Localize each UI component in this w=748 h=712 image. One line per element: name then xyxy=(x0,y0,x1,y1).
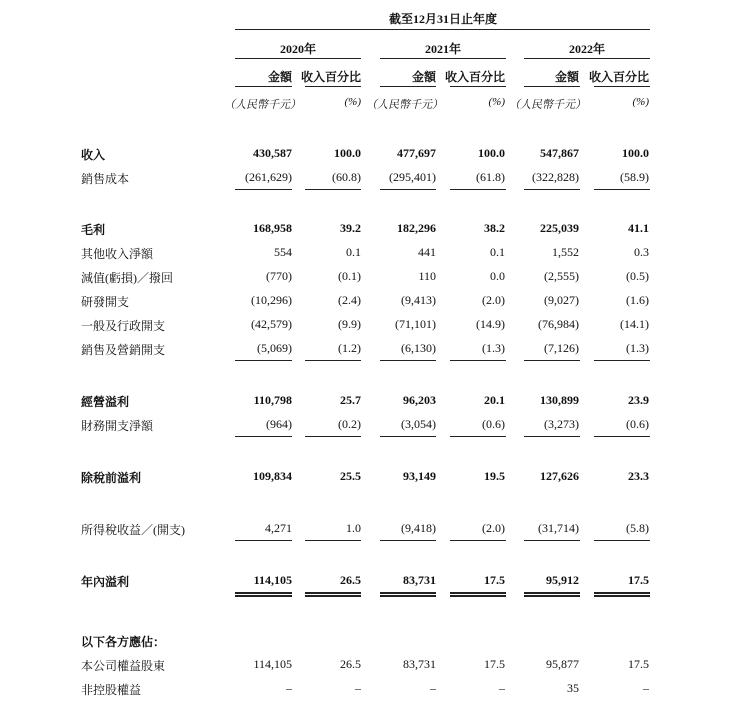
subtotal-underline xyxy=(380,540,436,541)
row-value: (2.0) xyxy=(482,293,505,307)
total-double-underline xyxy=(524,595,580,597)
row-value: 35 xyxy=(567,681,579,695)
subtotal-underline xyxy=(380,436,436,437)
unit-amount-2021: （人民幣千元） xyxy=(366,99,443,111)
row-label: 經營溢利 xyxy=(81,395,130,409)
subtotal-underline xyxy=(450,360,506,361)
row-label: 本公司權益股東 xyxy=(81,659,166,673)
row-value: 441 xyxy=(418,245,436,259)
row-value: (770) xyxy=(266,269,292,283)
row-value: (0.6) xyxy=(626,417,649,431)
row-value: – xyxy=(286,681,292,695)
row-value: 17.5 xyxy=(628,657,649,671)
year-underline-2020 xyxy=(235,58,361,59)
row-value: (0.2) xyxy=(338,417,361,431)
row-value: (1.6) xyxy=(626,293,649,307)
subtotal-underline xyxy=(450,436,506,437)
colhdr-underline-5 xyxy=(524,86,580,87)
row-value: 0.1 xyxy=(346,245,361,259)
total-double-underline xyxy=(594,592,650,594)
total-double-underline xyxy=(305,595,361,597)
row-label: 減值(虧損)／撥回 xyxy=(81,271,173,285)
row-value: 26.5 xyxy=(340,573,361,587)
row-value: (9,413) xyxy=(401,293,436,307)
row-value: 20.1 xyxy=(484,393,505,407)
row-value: (9.9) xyxy=(338,317,361,331)
row-value: 430,587 xyxy=(253,146,292,160)
total-double-underline xyxy=(235,595,292,597)
total-double-underline xyxy=(450,595,506,597)
total-double-underline xyxy=(235,592,292,594)
row-value: (5.8) xyxy=(626,521,649,535)
row-value: (76,984) xyxy=(538,317,579,331)
row-value: – xyxy=(430,681,436,695)
row-value: (261,629) xyxy=(245,170,292,184)
subtotal-underline xyxy=(594,189,650,190)
subtotal-underline xyxy=(380,189,436,190)
row-value: (1.2) xyxy=(338,341,361,355)
row-label: 非控股權益 xyxy=(81,683,142,697)
row-value: 23.9 xyxy=(628,393,649,407)
col-pct-2020: 收入百分比 xyxy=(300,70,361,84)
row-value: 38.2 xyxy=(484,221,505,235)
row-value: (0.1) xyxy=(338,269,361,283)
col-amount-2020: 金額 xyxy=(267,70,292,84)
unit-pct-2022: (%) xyxy=(632,96,649,108)
row-value: 23.3 xyxy=(628,469,649,483)
row-value: 110,798 xyxy=(253,393,292,407)
total-double-underline xyxy=(450,592,506,594)
row-value: (9,418) xyxy=(401,521,436,535)
row-value: 96,203 xyxy=(403,393,436,407)
year-2020: 2020年 xyxy=(279,42,316,56)
subtotal-underline xyxy=(235,436,292,437)
row-value: 17.5 xyxy=(628,573,649,587)
colhdr-underline-6 xyxy=(594,86,650,87)
row-value: – xyxy=(355,681,361,695)
subtotal-underline xyxy=(594,436,650,437)
row-value: (71,101) xyxy=(395,317,436,331)
row-value: 19.5 xyxy=(484,469,505,483)
row-value: (2.4) xyxy=(338,293,361,307)
row-value: 0.0 xyxy=(490,269,505,283)
row-label: 所得稅收益／(開支) xyxy=(81,523,185,537)
row-value: (61.8) xyxy=(476,170,505,184)
year-underline-2021 xyxy=(380,58,506,59)
subtotal-underline xyxy=(305,436,361,437)
period-underline xyxy=(235,29,650,30)
row-value: 100.0 xyxy=(334,146,361,160)
subtotal-underline xyxy=(524,540,580,541)
row-value: 95,912 xyxy=(546,573,579,587)
subtotal-underline xyxy=(524,436,580,437)
row-value: 17.5 xyxy=(484,657,505,671)
subtotal-underline xyxy=(235,540,292,541)
row-value: 83,731 xyxy=(403,657,436,671)
row-label: 一般及行政開支 xyxy=(81,319,166,333)
unit-amount-2020: （人民幣千元） xyxy=(224,99,301,111)
year-2022: 2022年 xyxy=(568,42,605,56)
subtotal-underline xyxy=(594,360,650,361)
subtotal-underline xyxy=(524,189,580,190)
row-value: 25.7 xyxy=(340,393,361,407)
row-value: (322,828) xyxy=(532,170,579,184)
row-value: 477,697 xyxy=(397,146,436,160)
row-value: 95,877 xyxy=(546,657,579,671)
row-value: (31,714) xyxy=(538,521,579,535)
row-value: 26.5 xyxy=(340,657,361,671)
row-value: – xyxy=(499,681,505,695)
row-value: 4,271 xyxy=(265,521,292,535)
row-value: (0.6) xyxy=(482,417,505,431)
row-value: (42,579) xyxy=(251,317,292,331)
row-value: (0.5) xyxy=(626,269,649,283)
row-value: (7,126) xyxy=(544,341,579,355)
row-value: 100.0 xyxy=(478,146,505,160)
row-value: (6,130) xyxy=(401,341,436,355)
row-value: 114,105 xyxy=(253,657,292,671)
row-value: (60.8) xyxy=(332,170,361,184)
row-value: 168,958 xyxy=(253,221,292,235)
row-value: 225,039 xyxy=(540,221,579,235)
row-value: 1.0 xyxy=(346,521,361,535)
row-value: (1.3) xyxy=(482,341,505,355)
row-label: 其他收入淨額 xyxy=(81,247,154,261)
row-label: 以下各方應佔： xyxy=(81,635,166,649)
unit-pct-2020: (%) xyxy=(344,96,361,108)
unit-pct-2021: (%) xyxy=(488,96,505,108)
total-double-underline xyxy=(380,595,436,597)
total-double-underline xyxy=(524,592,580,594)
row-value: (2.0) xyxy=(482,521,505,535)
col-amount-2022: 金額 xyxy=(554,70,579,84)
colhdr-underline-3 xyxy=(380,86,436,87)
row-label: 年內溢利 xyxy=(81,575,130,589)
row-value: 41.1 xyxy=(628,221,649,235)
year-2021: 2021年 xyxy=(424,42,461,56)
row-label: 除稅前溢利 xyxy=(81,471,142,485)
col-amount-2021: 金額 xyxy=(411,70,436,84)
row-value: (2,555) xyxy=(544,269,579,283)
row-value: 93,149 xyxy=(403,469,436,483)
row-value: 0.3 xyxy=(634,245,649,259)
subtotal-underline xyxy=(380,360,436,361)
row-value: 127,626 xyxy=(540,469,579,483)
year-underline-2022 xyxy=(524,58,650,59)
subtotal-underline xyxy=(524,360,580,361)
row-value: 182,296 xyxy=(397,221,436,235)
subtotal-underline xyxy=(305,189,361,190)
row-value: 109,834 xyxy=(253,469,292,483)
row-value: 130,899 xyxy=(540,393,579,407)
row-value: (58.9) xyxy=(620,170,649,184)
total-double-underline xyxy=(380,592,436,594)
total-double-underline xyxy=(594,595,650,597)
row-value: 110 xyxy=(418,269,436,283)
row-label: 毛利 xyxy=(81,223,106,237)
row-label: 銷售成本 xyxy=(81,172,130,186)
subtotal-underline xyxy=(235,360,292,361)
subtotal-underline xyxy=(305,360,361,361)
col-pct-2021: 收入百分比 xyxy=(444,70,505,84)
unit-amount-2022: （人民幣千元） xyxy=(509,99,586,111)
row-value: 17.5 xyxy=(484,573,505,587)
row-value: 114,105 xyxy=(253,573,292,587)
row-value: 547,867 xyxy=(540,146,579,160)
row-value: 1,552 xyxy=(552,245,579,259)
row-value: 554 xyxy=(274,245,292,259)
row-value: (14.9) xyxy=(476,317,505,331)
row-label: 研發開支 xyxy=(81,295,130,309)
row-label: 收入 xyxy=(81,148,106,162)
row-value: (5,069) xyxy=(257,341,292,355)
subtotal-underline xyxy=(450,540,506,541)
total-double-underline xyxy=(305,592,361,594)
row-value: (9,027) xyxy=(544,293,579,307)
col-pct-2022: 收入百分比 xyxy=(588,70,649,84)
row-value: (3,273) xyxy=(544,417,579,431)
period-header: 截至12月31日止年度 xyxy=(388,12,497,26)
row-value: (964) xyxy=(266,417,292,431)
row-value: (1.3) xyxy=(626,341,649,355)
subtotal-underline xyxy=(305,540,361,541)
row-value: 100.0 xyxy=(622,146,649,160)
row-value: (3,054) xyxy=(401,417,436,431)
row-label: 銷售及營銷開支 xyxy=(81,343,166,357)
row-value: 0.1 xyxy=(490,245,505,259)
colhdr-underline-4 xyxy=(450,86,506,87)
row-value: (295,401) xyxy=(389,170,436,184)
row-value: (10,296) xyxy=(251,293,292,307)
row-value: (14.1) xyxy=(620,317,649,331)
row-value: – xyxy=(643,681,649,695)
subtotal-underline xyxy=(594,540,650,541)
colhdr-underline-1 xyxy=(235,86,292,87)
row-value: 83,731 xyxy=(403,573,436,587)
row-label: 財務開支淨額 xyxy=(81,419,154,433)
subtotal-underline xyxy=(450,189,506,190)
subtotal-underline xyxy=(235,189,292,190)
row-value: 25.5 xyxy=(340,469,361,483)
row-value: 39.2 xyxy=(340,221,361,235)
colhdr-underline-2 xyxy=(305,86,361,87)
